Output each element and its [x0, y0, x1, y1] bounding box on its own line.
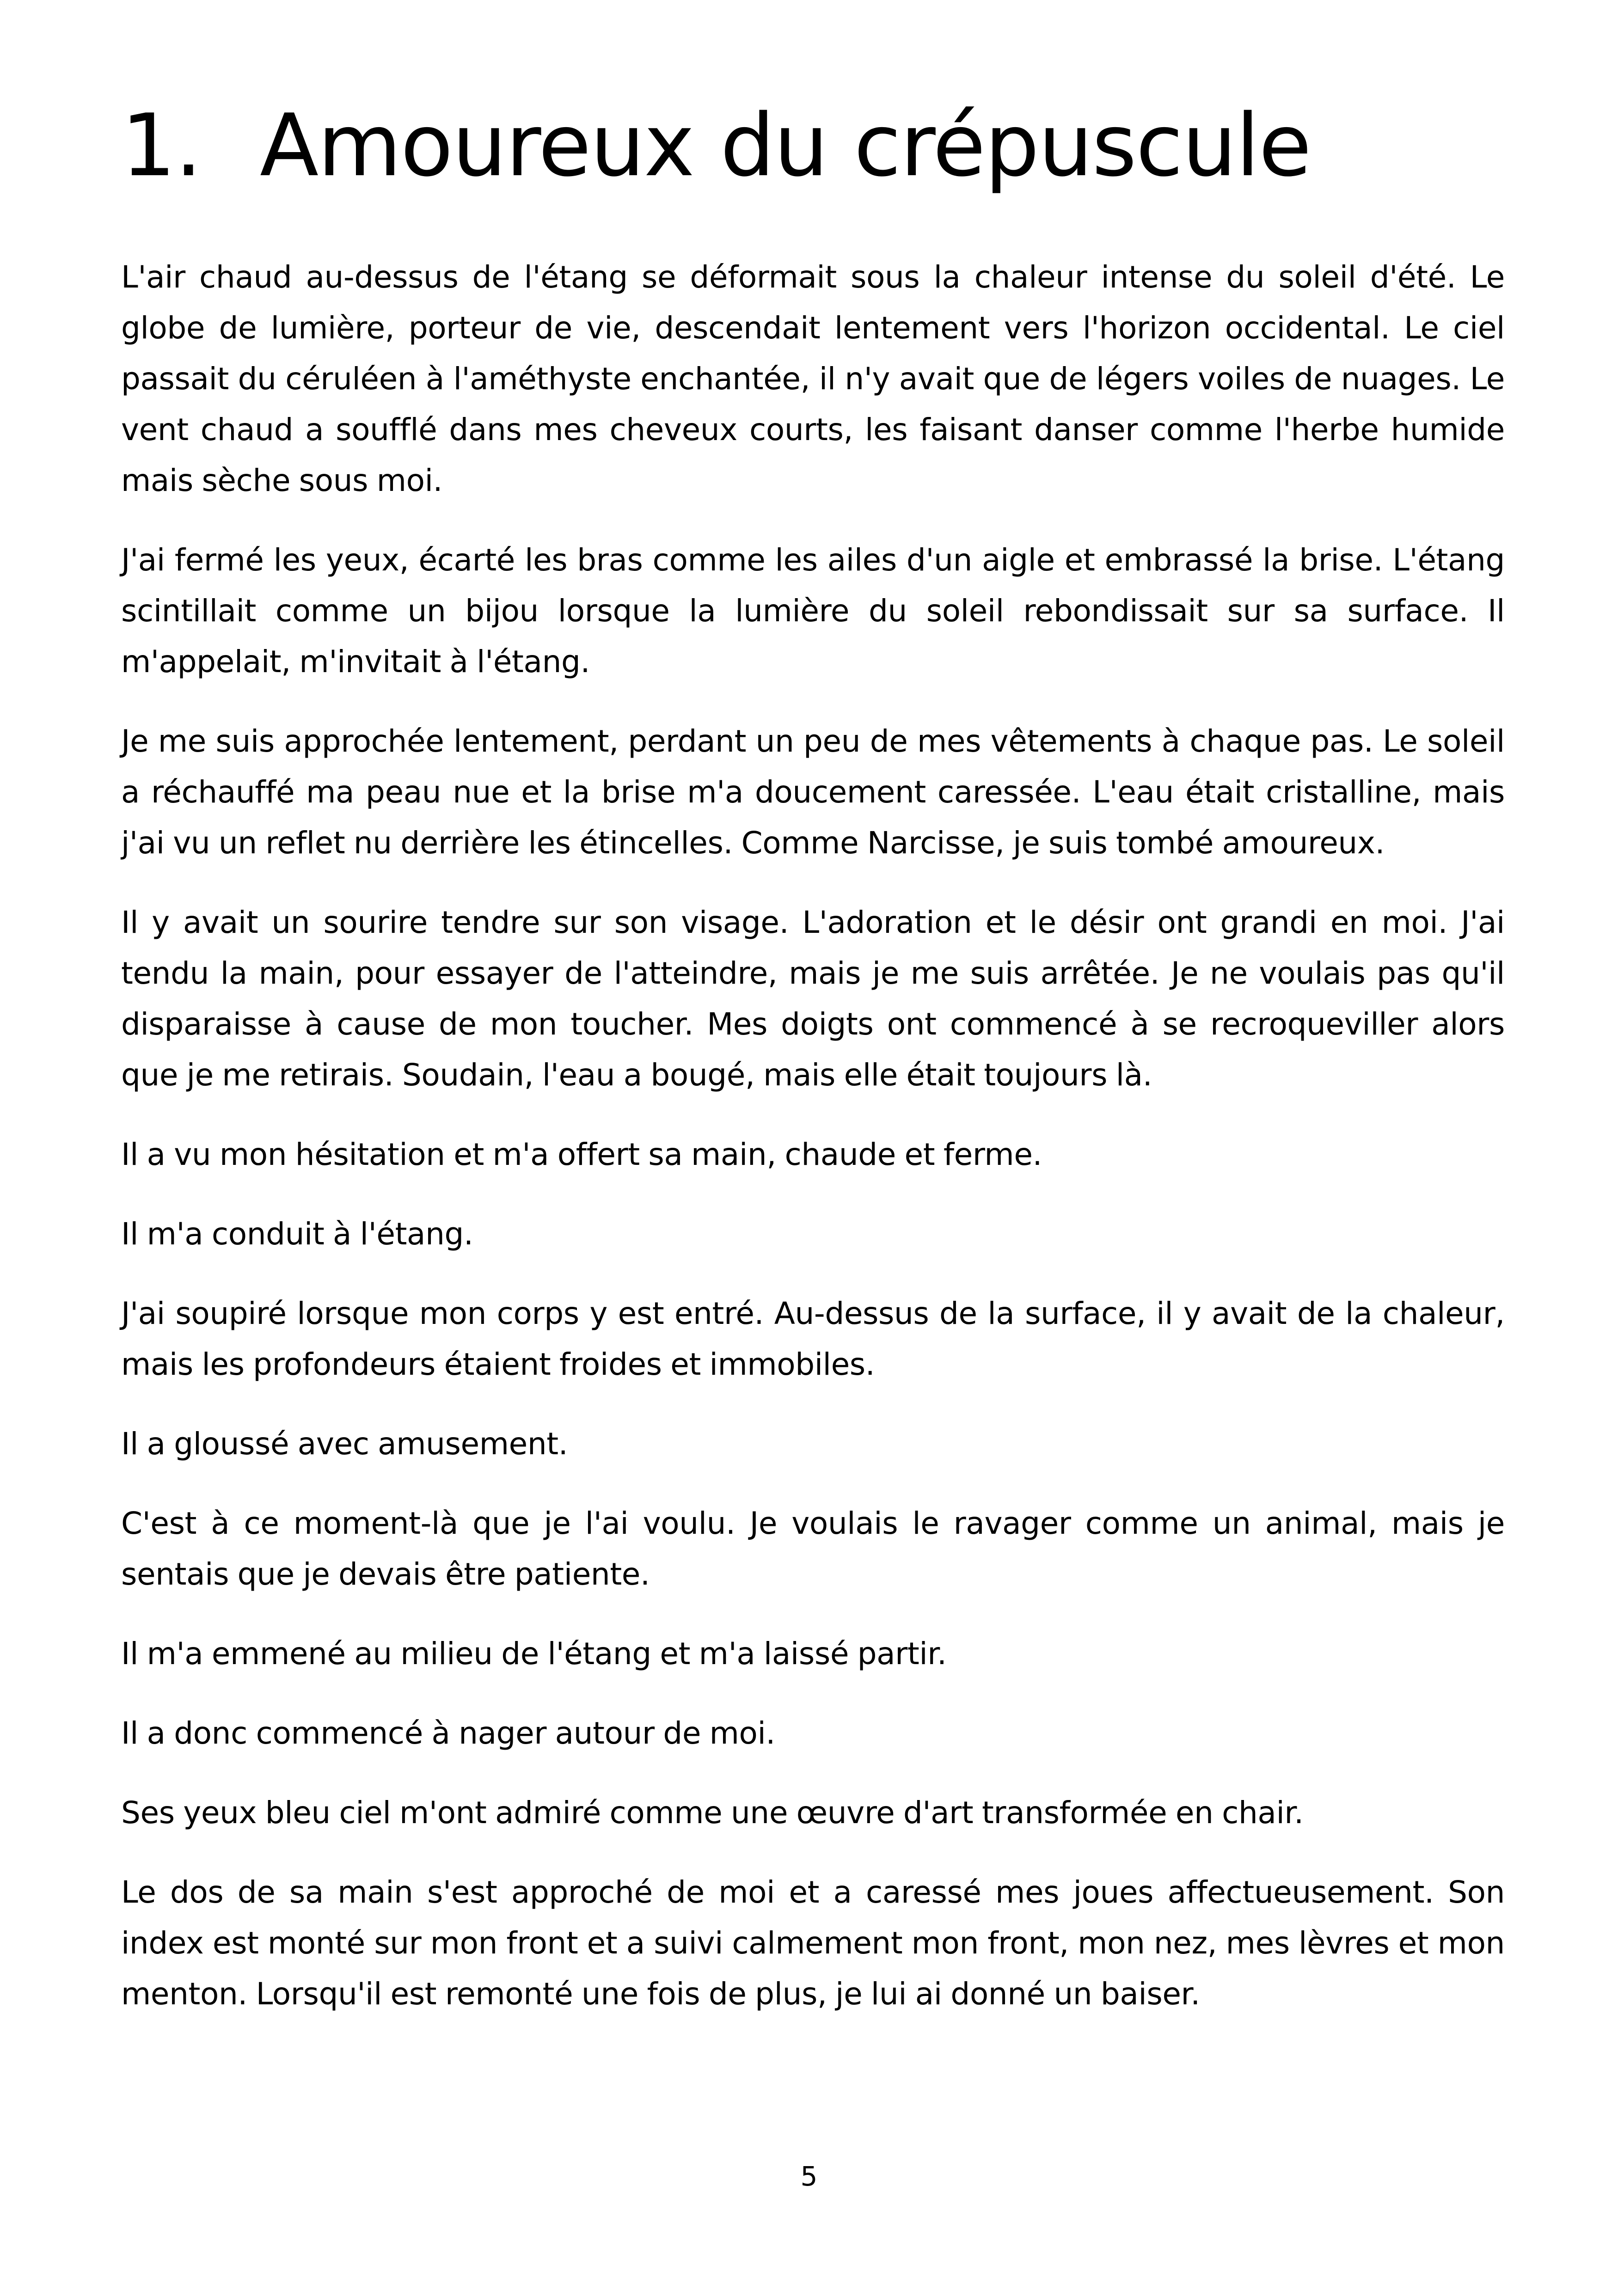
chapter-heading — [121, 90, 1311, 201]
paragraph-4: Il y avait un sourire tendre sur son visage. L'adoration et le désir ont grandi en moi. J'ai tendu la main, pour essayer de l'atteindre, mais je me suis arrêtée. Je ne voulais pas qu'il disparaisse à cause de mon toucher. Mes doigts ont commencé à se recroqueviller alors que je me retirais. Soudain, l'eau a bougé, mais elle était toujours là. — [121, 905, 1505, 1093]
paragraph-1: L'air chaud au-dessus de l'étang se déformait sous la chaleur intense du soleil d'été. Le globe de lumière, porteur de vie, descendait lentement vers l'horizon occidental. Le ciel passait du céruléen à l'améthyste enchantée, il n'y avait que de légers voiles de nuages. Le vent chaud a soufflé dans mes cheveux courts, les faisant danser comme l'herbe humide mais sèche sous moi. — [121, 259, 1505, 498]
paragraph-11: Il a donc commencé à nager autour de moi. — [121, 1715, 775, 1751]
paragraph-10: Il m'a emmené au milieu de l'étang et m'a laissé partir. — [121, 1636, 947, 1671]
paragraph-13: Le dos de sa main s'est approché de moi et a caressé mes joues affectueusement. Son index est monté sur mon front et a suivi calmement mon front, mon nez, mes lèvres et mon menton. Lorsqu'il est remonté une fois de plus, je lui ai donné un baiser. — [121, 1874, 1505, 2012]
paragraph-12: Ses yeux bleu ciel m'ont admiré comme une œuvre d'art transformée en chair. — [121, 1795, 1304, 1831]
paragraph-3: Je me suis approchée lentement, perdant un peu de mes vêtements à chaque pas. Le soleil a réchauffé ma peau nue et la brise m'a doucement caressée. L'eau était cristalline, mais j'ai vu un reflet nu derrière les étincelles. Comme Narcisse, je suis tombé amoureux. — [121, 723, 1505, 861]
paragraph-8: Il a gloussé avec amusement. — [121, 1426, 568, 1462]
chapter-number: 1. — [121, 95, 202, 196]
paragraph-7: J'ai soupiré lorsque mon corps y est entré. Au-dessus de la surface, il y avait de la chaleur, mais les profondeurs étaient froides et immobiles. — [121, 1296, 1505, 1382]
page-number: 5 — [800, 2161, 818, 2192]
chapter-title: Amoureux du crépuscule — [260, 95, 1311, 196]
paragraph-5: Il a vu mon hésitation et m'a offert sa main, chaude et ferme. — [121, 1137, 1042, 1172]
paragraph-2: J'ai fermé les yeux, écarté les bras comme les ailes d'un aigle et embrassé la brise. L'étang scintillait comme un bijou lorsque la lumière du soleil rebondissait sur sa surface. Il m'appelait, m'invitait à l'étang. — [121, 542, 1505, 680]
paragraph-9: C'est à ce moment-là que je l'ai voulu. Je voulais le ravager comme un animal, mais je sentais que je devais être patiente. — [121, 1506, 1505, 1592]
chapter-body — [121, 252, 1505, 2048]
paragraph-6: Il m'a conduit à l'étang. — [121, 1216, 473, 1252]
